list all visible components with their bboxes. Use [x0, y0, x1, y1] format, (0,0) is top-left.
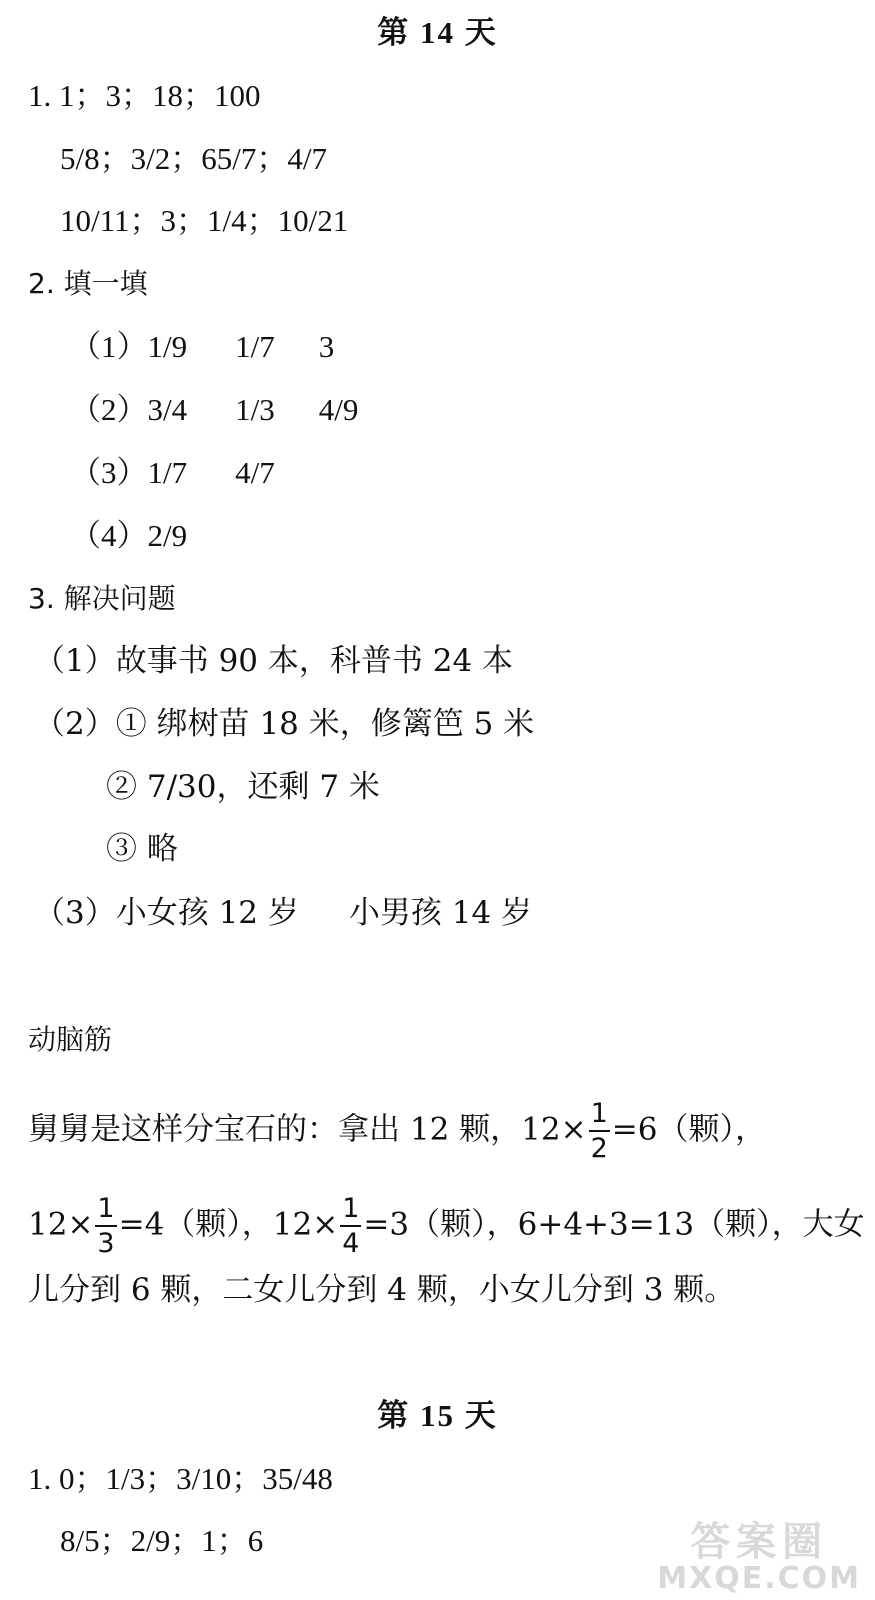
fraction-denominator: 4 [342, 1228, 360, 1259]
q3-item-2 [34, 704, 534, 744]
brain-text: =6（颗）， [611, 1111, 766, 1148]
day14-title: 第 14 天 [377, 15, 498, 50]
q2-item-value: 1/7 [147, 455, 188, 490]
q3-item-2-label: （2） [34, 706, 116, 742]
brain-text: =3（颗），6+4+3=13（颗），大女 [363, 1206, 865, 1243]
q2-item-value: 4/7 [235, 455, 275, 490]
fraction-numerator: 1 [95, 1195, 116, 1227]
brain-line-3: 儿分到 6 颗，二女儿分到 4 颗，小女儿分到 3 颗。 [28, 1272, 736, 1308]
fraction-one-third [95, 1195, 116, 1257]
brain-text: =4（颗），12× [118, 1206, 339, 1243]
fraction-denominator: 3 [97, 1228, 115, 1259]
q1-line3: 10/11；3；1/4；10/21 [60, 203, 349, 238]
q2-item-value: 4/9 [318, 392, 359, 427]
fraction-numerator: 1 [589, 1100, 610, 1132]
brain-line-2 [28, 1195, 865, 1257]
day15-title: 第 15 天 [377, 1398, 498, 1433]
watermark-line-1: 答案圈 [690, 1518, 829, 1565]
q2-item-value: 1/7 [235, 329, 275, 364]
brain-title: 动脑筋 [28, 1023, 113, 1056]
day15-q1-line1: 1. 0；1/3；3/10；35/48 [28, 1461, 333, 1496]
q3-item-2-b: ② 7/30，还剩 7 米 [106, 769, 380, 805]
q3-item-3 [34, 893, 532, 933]
fraction-one-half [589, 1100, 610, 1162]
watermark-line-2: MXQE.COM [657, 1560, 861, 1596]
day15-q1-line2: 8/5；2/9；1；6 [60, 1523, 264, 1558]
fraction-denominator: 2 [590, 1133, 608, 1164]
q3-item-3-a: （3）小女孩 12 岁 [34, 895, 299, 931]
q3-item-2-c: ③ 略 [106, 831, 178, 867]
q3-item-2-a: ① 绑树苗 18 米，修篱笆 5 米 [115, 706, 535, 742]
q1-line1: 1. 1；3；18；100 [28, 78, 261, 113]
q3-item-3-b: 小男孩 14 岁 [348, 895, 533, 931]
q3-item-1: （1）故事书 90 本，科普书 24 本 [34, 643, 514, 679]
q2-item-label: （4） [70, 518, 148, 553]
fraction-numerator: 1 [340, 1195, 361, 1227]
q2-item-label: （1） [70, 329, 148, 364]
q2-item-4 [70, 516, 187, 556]
q2-item-value: 1/9 [147, 329, 188, 364]
q2-item-value: 3 [318, 329, 335, 364]
brain-line-1 [28, 1100, 766, 1162]
q3-title: 3. 解决问题 [28, 582, 176, 615]
q2-item-1 [70, 327, 334, 367]
q2-item-label: （2） [70, 392, 148, 427]
q2-item-value: 1/3 [235, 392, 275, 427]
q2-item-label: （3） [70, 455, 148, 490]
q2-item-value: 2/9 [147, 518, 188, 553]
q2-item-value: 3/4 [147, 392, 188, 427]
brain-text: 舅舅是这样分宝石的：拿出 12 颗，12× [28, 1111, 587, 1148]
fraction-one-quarter [340, 1195, 361, 1257]
q1-line2: 5/8；3/2；65/7；4/7 [60, 141, 327, 176]
brain-text: 12× [28, 1206, 94, 1243]
q2-item-3 [70, 453, 275, 493]
watermark-logo [657, 1518, 861, 1596]
q2-item-2 [70, 390, 358, 430]
q2-title: 2. 填一填 [28, 267, 148, 300]
